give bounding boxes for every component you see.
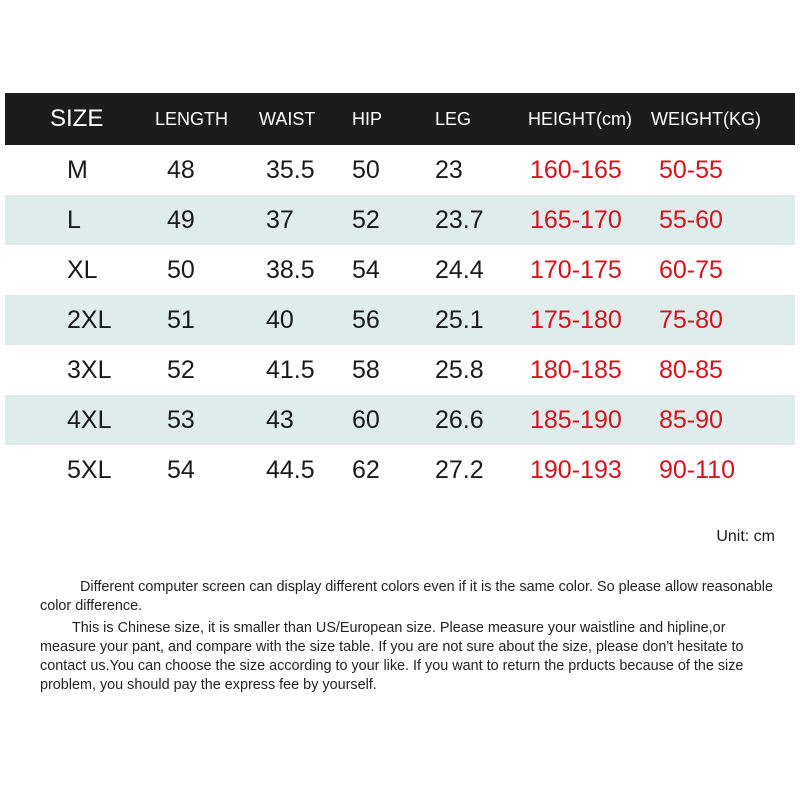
cell-hip: 62 [352, 455, 380, 484]
cell-waist: 37 [266, 205, 294, 234]
cell-size: 5XL [67, 455, 112, 484]
cell-length: 50 [167, 255, 195, 284]
cell-size: 3XL [67, 355, 112, 384]
cell-leg: 27.2 [435, 455, 484, 484]
cell-leg: 23.7 [435, 205, 484, 234]
header-height: HEIGHT(cm) [528, 108, 632, 129]
cell-height: 185-190 [530, 405, 622, 434]
table-row [5, 195, 795, 245]
header-size: SIZE [50, 105, 104, 132]
cell-height: 160-165 [530, 155, 622, 184]
cell-height: 190-193 [530, 455, 622, 484]
notes-section [40, 578, 780, 698]
cell-hip: 56 [352, 305, 380, 334]
unit-label: Unit: cm [716, 528, 775, 545]
cell-leg: 25.8 [435, 355, 484, 384]
cell-hip: 50 [352, 155, 380, 184]
table-row [5, 145, 795, 195]
header-weight: WEIGHT(KG) [651, 108, 761, 129]
cell-weight: 90-110 [659, 455, 735, 484]
cell-waist: 44.5 [266, 455, 315, 484]
chinese-size-note: This is Chinese size, it is smaller than US/European size. Please measure your waistline and hipline,or measure your pant, and compare with the size table. If you are not sure about the size, please don't hesitate to contact us.You can choose the size according to your like. If you want to return the prducts because of the size problem, you should pay the express fee by yourself. [40, 620, 744, 693]
cell-waist: 41.5 [266, 355, 315, 384]
table-row [5, 245, 795, 295]
cell-size: XL [67, 255, 98, 284]
table-row [5, 395, 795, 445]
cell-height: 170-175 [530, 255, 622, 284]
table-row [5, 445, 795, 495]
cell-length: 54 [167, 455, 195, 484]
table-header-row [5, 93, 795, 145]
cell-size: 2XL [67, 305, 112, 334]
cell-weight: 50-55 [659, 155, 723, 184]
cell-length: 48 [167, 155, 195, 184]
cell-waist: 35.5 [266, 155, 315, 184]
cell-hip: 52 [352, 205, 380, 234]
cell-size: M [67, 155, 88, 184]
cell-waist: 40 [266, 305, 294, 334]
header-leg: LEG [435, 108, 472, 129]
cell-length: 51 [167, 305, 195, 334]
cell-leg: 24.4 [435, 255, 484, 284]
header-waist: WAIST [259, 108, 316, 129]
header-hip: HIP [352, 108, 383, 129]
cell-size: 4XL [67, 405, 112, 434]
table-row [5, 295, 795, 345]
cell-waist: 43 [266, 405, 294, 434]
cell-height: 180-185 [530, 355, 622, 384]
header-length: LENGTH [155, 108, 229, 129]
cell-leg: 26.6 [435, 405, 484, 434]
cell-leg: 23 [435, 155, 463, 184]
cell-weight: 60-75 [659, 255, 723, 284]
cell-height: 175-180 [530, 305, 622, 334]
cell-length: 53 [167, 405, 195, 434]
cell-weight: 80-85 [659, 355, 723, 384]
size-chart-table [5, 93, 795, 495]
cell-waist: 38.5 [266, 255, 315, 284]
color-difference-note: Different computer screen can display different colors even if it is the same color. So please allow reasonable color difference. [40, 579, 773, 614]
cell-length: 49 [167, 205, 195, 234]
cell-weight: 55-60 [659, 205, 723, 234]
cell-size: L [67, 205, 81, 234]
cell-height: 165-170 [530, 205, 622, 234]
cell-hip: 58 [352, 355, 380, 384]
table-row [5, 345, 795, 395]
cell-weight: 85-90 [659, 405, 723, 434]
cell-leg: 25.1 [435, 305, 484, 334]
cell-hip: 54 [352, 255, 380, 284]
cell-weight: 75-80 [659, 305, 723, 334]
cell-length: 52 [167, 355, 195, 384]
cell-hip: 60 [352, 405, 380, 434]
